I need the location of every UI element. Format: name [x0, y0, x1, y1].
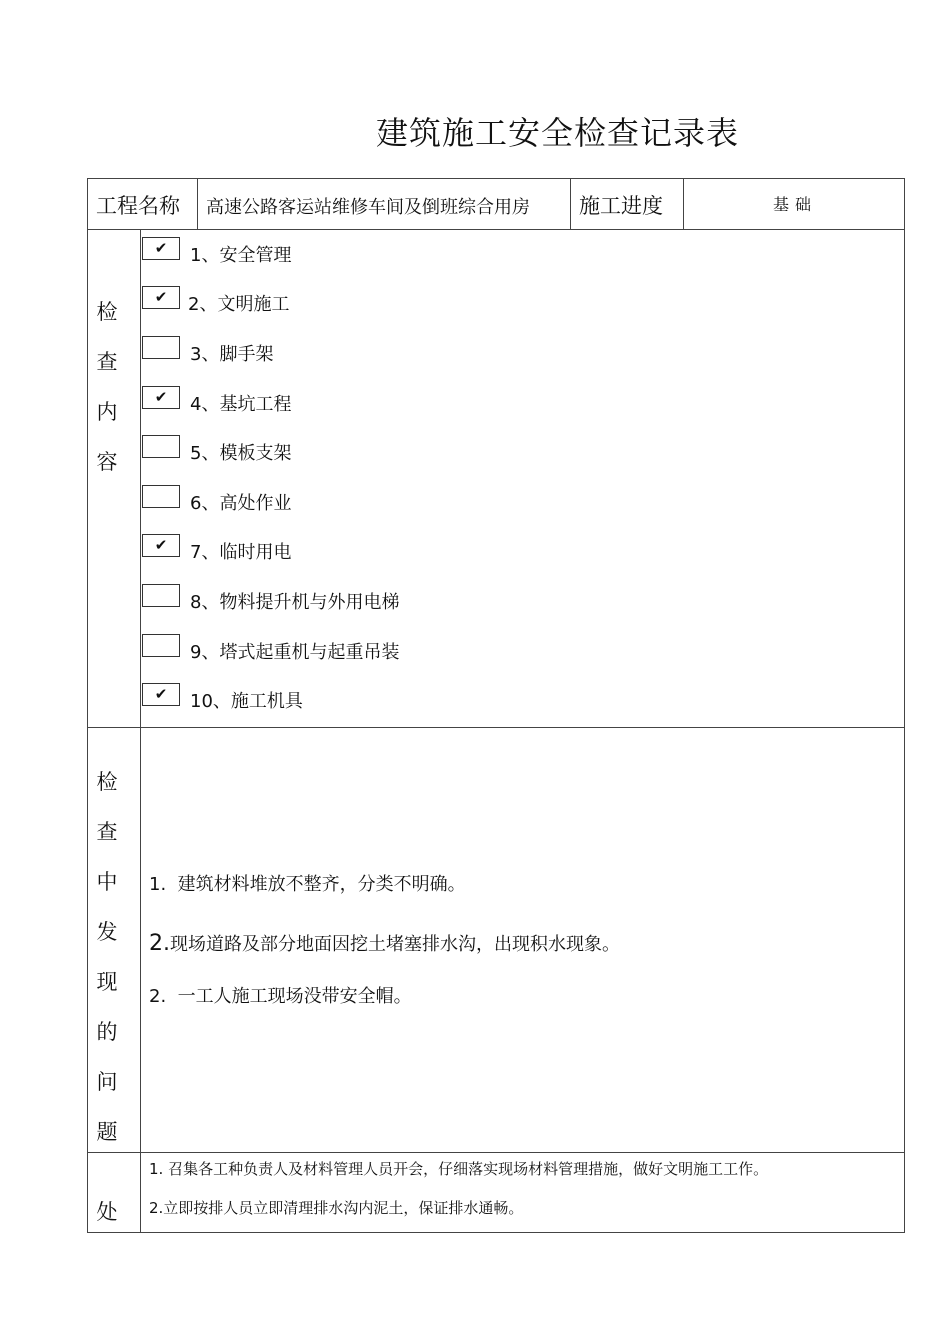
checkbox[interactable]	[142, 534, 180, 557]
page-title: 建筑施工安全检查记录表	[376, 114, 740, 152]
check-item-label: 4、基坑工程	[190, 394, 292, 415]
check-item-label: 1、安全管理	[190, 245, 292, 266]
problem-num: 2.	[149, 986, 167, 1007]
project-name-value: 高速公路客运站维修车间及倒班综合用房	[206, 197, 530, 218]
progress-label: 施工进度	[579, 194, 663, 218]
label-char: 题	[96, 1120, 118, 1144]
problem-text: 一工人施工现场没带安全帽。	[177, 986, 412, 1007]
inspection-table	[87, 178, 905, 1233]
label-char: 的	[96, 1020, 118, 1044]
check-item-label: 10、施工机具	[190, 691, 303, 712]
problem-text: 建筑材料堆放不整齐，分类不明确。	[177, 874, 466, 895]
problem-item-1	[149, 870, 466, 896]
header-divider-2	[570, 178, 571, 229]
label-char: 容	[96, 450, 118, 474]
checkbox[interactable]	[142, 336, 180, 359]
problem-num: 2.	[149, 931, 170, 956]
check-item-label: 6、高处作业	[190, 493, 292, 514]
check-content-label	[95, 296, 119, 496]
header-row-divider	[87, 229, 905, 230]
check-mark-icon: ✔	[154, 239, 168, 257]
label-char: 问	[96, 1070, 118, 1094]
problems-divider	[87, 1152, 905, 1153]
table-border-bottom	[87, 1232, 905, 1233]
label-char: 现	[96, 970, 118, 994]
label-char: 检	[96, 770, 118, 794]
check-mark-icon: ✔	[154, 288, 168, 306]
check-mark-icon: ✔	[154, 536, 168, 554]
header-divider-1	[197, 178, 198, 229]
actions-label: 处	[96, 1200, 118, 1224]
checkbox[interactable]	[142, 634, 180, 657]
table-border-top	[87, 178, 905, 179]
problem-item-3	[149, 982, 412, 1008]
checkbox[interactable]	[142, 435, 180, 458]
check-item-label: 7、临时用电	[190, 542, 292, 563]
project-name-label: 工程名称	[96, 194, 180, 218]
label-column-divider	[140, 229, 141, 1233]
problem-item-2	[149, 930, 620, 956]
label-char: 发	[96, 920, 118, 944]
action-item-2: 2.立即按排人员立即清理排水沟内泥土，保证排水通畅。	[149, 1199, 524, 1217]
check-content-divider	[87, 727, 905, 728]
checkbox[interactable]	[142, 584, 180, 607]
checkbox[interactable]	[142, 386, 180, 409]
check-item-label: 3、脚手架	[190, 344, 274, 365]
check-item-label: 8、物料提升机与外用电梯	[190, 592, 400, 613]
check-mark-icon: ✔	[154, 388, 168, 406]
check-item-label: 5、模板支架	[190, 443, 292, 464]
action-item-1: 1. 召集各工种负责人及材料管理人员开会，仔细落实现场材料管理措施，做好文明施工工作。	[149, 1160, 769, 1178]
checkbox[interactable]	[142, 683, 180, 706]
header-divider-3	[683, 178, 684, 229]
label-char: 检	[96, 300, 118, 324]
checkbox[interactable]	[142, 485, 180, 508]
label-char: 查	[96, 820, 118, 844]
problems-label	[95, 766, 119, 1166]
progress-value: 基础	[773, 195, 818, 214]
check-mark-icon: ✔	[154, 685, 168, 703]
check-item-label: 2、文明施工	[188, 294, 290, 315]
table-border-left	[87, 178, 88, 1233]
checkbox[interactable]	[142, 237, 180, 260]
problem-text: 现场道路及部分地面因挖土堵塞排水沟，出现积水现象。	[170, 934, 620, 955]
checkbox[interactable]	[142, 286, 180, 309]
label-char: 查	[96, 350, 118, 374]
label-char: 内	[96, 400, 118, 424]
label-char: 中	[96, 870, 118, 894]
table-border-right	[904, 178, 905, 1233]
problem-num: 1.	[149, 874, 167, 895]
check-item-label: 9、塔式起重机与起重吊装	[190, 642, 400, 663]
